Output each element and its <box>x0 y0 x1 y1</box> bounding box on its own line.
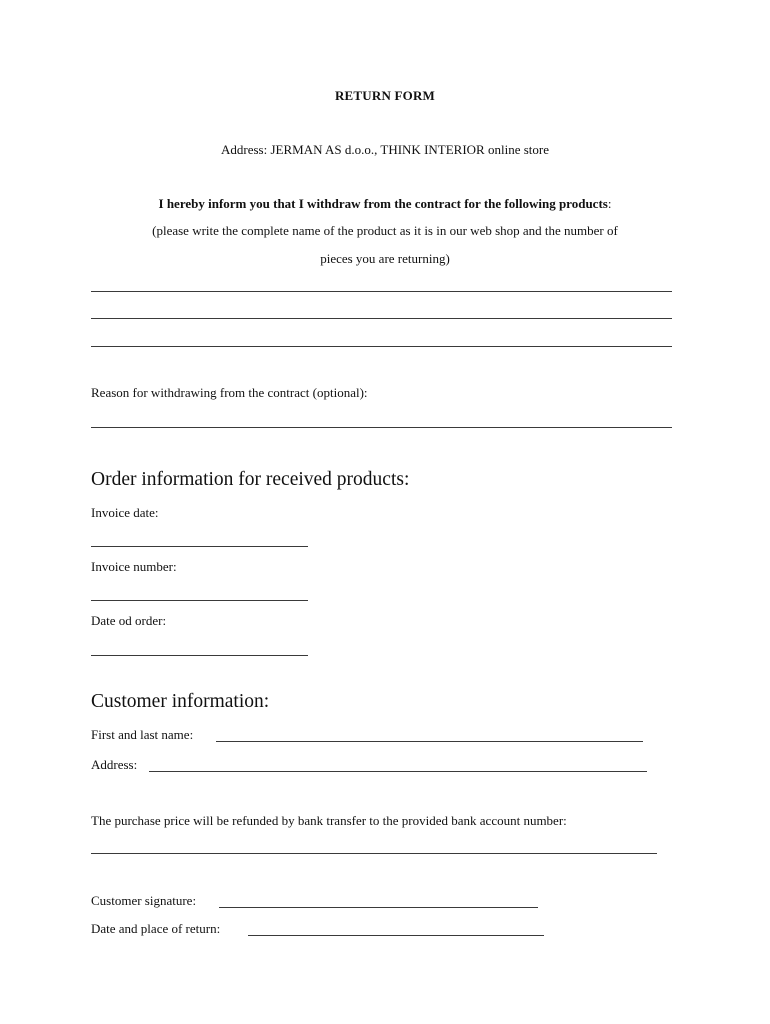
product-line-2[interactable] <box>91 318 672 319</box>
customer-info-heading: Customer information: <box>91 691 270 712</box>
withdraw-statement-text: I hereby inform you that I withdraw from the contract for the following products <box>158 196 608 211</box>
address-line[interactable] <box>149 771 647 772</box>
invoice-number-label: Invoice number: <box>91 559 177 574</box>
invoice-date-line[interactable] <box>91 546 308 547</box>
withdraw-statement <box>0 196 770 212</box>
invoice-date-label: Invoice date: <box>91 505 159 520</box>
invoice-number-line[interactable] <box>91 600 308 601</box>
withdraw-statement-colon: : <box>607 196 612 211</box>
date-place-line[interactable] <box>248 935 544 936</box>
bank-account-line[interactable] <box>91 853 657 854</box>
instruction-line-2: pieces you are returning) <box>320 251 450 266</box>
store-address: Address: JERMAN AS d.o.o., THINK INTERIOR online store <box>221 142 549 157</box>
date-place-label: Date and place of return: <box>91 921 221 936</box>
reason-line[interactable] <box>91 427 672 428</box>
product-line-1[interactable] <box>91 291 672 292</box>
reason-label: Reason for withdrawing from the contract (optional): <box>91 385 368 400</box>
refund-text: The purchase price will be refunded by bank transfer to the provided bank account number: <box>91 813 567 828</box>
name-label: First and last name: <box>91 727 194 742</box>
order-date-line[interactable] <box>91 655 308 656</box>
product-line-3[interactable] <box>91 346 672 347</box>
address-label: Address: <box>91 757 138 772</box>
signature-line[interactable] <box>219 907 538 908</box>
name-line[interactable] <box>216 741 643 742</box>
instruction-line-1: (please write the complete name of the product as it is in our web shop and the number of <box>152 223 618 238</box>
signature-label: Customer signature: <box>91 893 197 908</box>
order-date-label: Date od order: <box>91 613 167 628</box>
form-title: RETURN FORM <box>334 88 436 103</box>
order-info-heading: Order information for received products: <box>91 469 410 490</box>
